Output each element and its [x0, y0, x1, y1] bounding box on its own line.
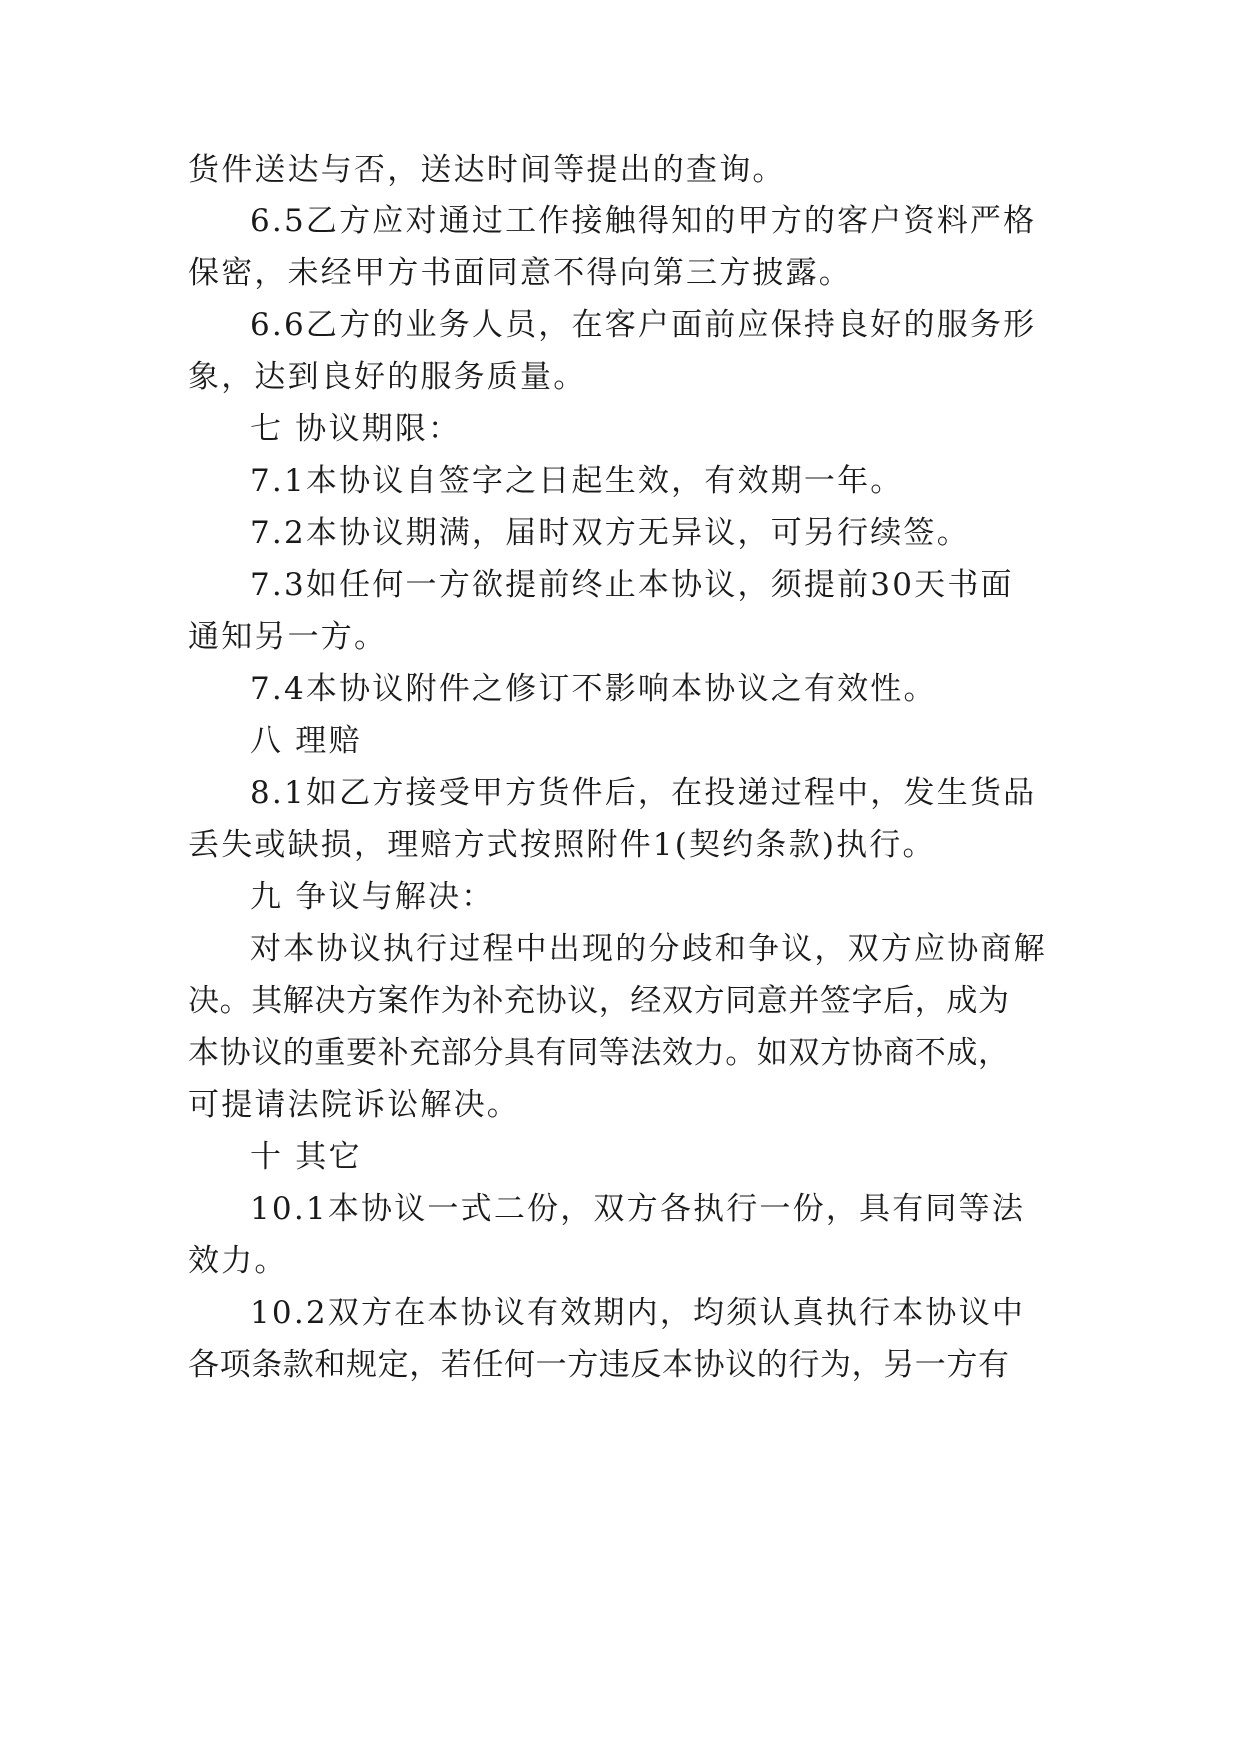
- clause-6-5-line: 6.5乙方应对通过工作接触得知的甲方的客户资料严格: [250, 203, 1037, 239]
- paragraph-line: 丢失或缺损，理赔方式按照附件1(契约条款)执行。: [188, 827, 936, 863]
- clause-7-1-line: 7.1本协议自签字之日起生效，有效期一年。: [250, 463, 904, 499]
- paragraph-line: 对本协议执行过程中出现的分歧和争议，双方应协商解: [250, 931, 1047, 967]
- clause-7-3-line: 7.3如任何一方欲提前终止本协议，须提前30天书面: [250, 567, 1014, 603]
- paragraph-line: 决。其解决方案作为补充协议，经双方同意并签字后，成为: [188, 983, 1010, 1019]
- paragraph-line: 效力。: [188, 1243, 288, 1279]
- clause-8-1-line: 8.1如乙方接受甲方货件后，在投递过程中，发生货品: [250, 775, 1037, 811]
- section-heading-8: 八 理赔: [250, 723, 362, 759]
- section-heading-10: 十 其它: [250, 1139, 362, 1175]
- paragraph-line: 本协议的重要补充部分具有同等法效力。如双方协商不成，: [188, 1035, 1010, 1071]
- paragraph-line: 各项条款和规定，若任何一方违反本协议的行为，另一方有: [188, 1347, 1010, 1383]
- paragraph-line: 象，达到良好的服务质量。: [188, 359, 587, 395]
- clause-7-2-line: 7.2本协议期满，届时双方无异议，可另行续签。: [250, 515, 970, 551]
- section-heading-9: 九 争议与解决：: [250, 879, 495, 915]
- clause-10-1-line: 10.1本协议一式二份，双方各执行一份，具有同等法: [250, 1191, 1026, 1227]
- section-heading-7: 七 协议期限：: [250, 411, 462, 447]
- paragraph-line: 保密，未经甲方书面同意不得向第三方披露。: [188, 255, 852, 291]
- paragraph-line: 货件送达与否，送达时间等提出的查询。: [188, 152, 786, 188]
- paragraph-line: 可提请法院诉讼解决。: [188, 1087, 520, 1123]
- clause-10-2-line: 10.2双方在本协议有效期内，均须认真执行本协议中: [250, 1295, 1026, 1331]
- paragraph-line: 通知另一方。: [188, 619, 388, 655]
- clause-7-4-line: 7.4本协议附件之修订不影响本协议之有效性。: [250, 671, 937, 707]
- clause-6-6-line: 6.6乙方的业务人员，在客户面前应保持良好的服务形: [250, 307, 1037, 343]
